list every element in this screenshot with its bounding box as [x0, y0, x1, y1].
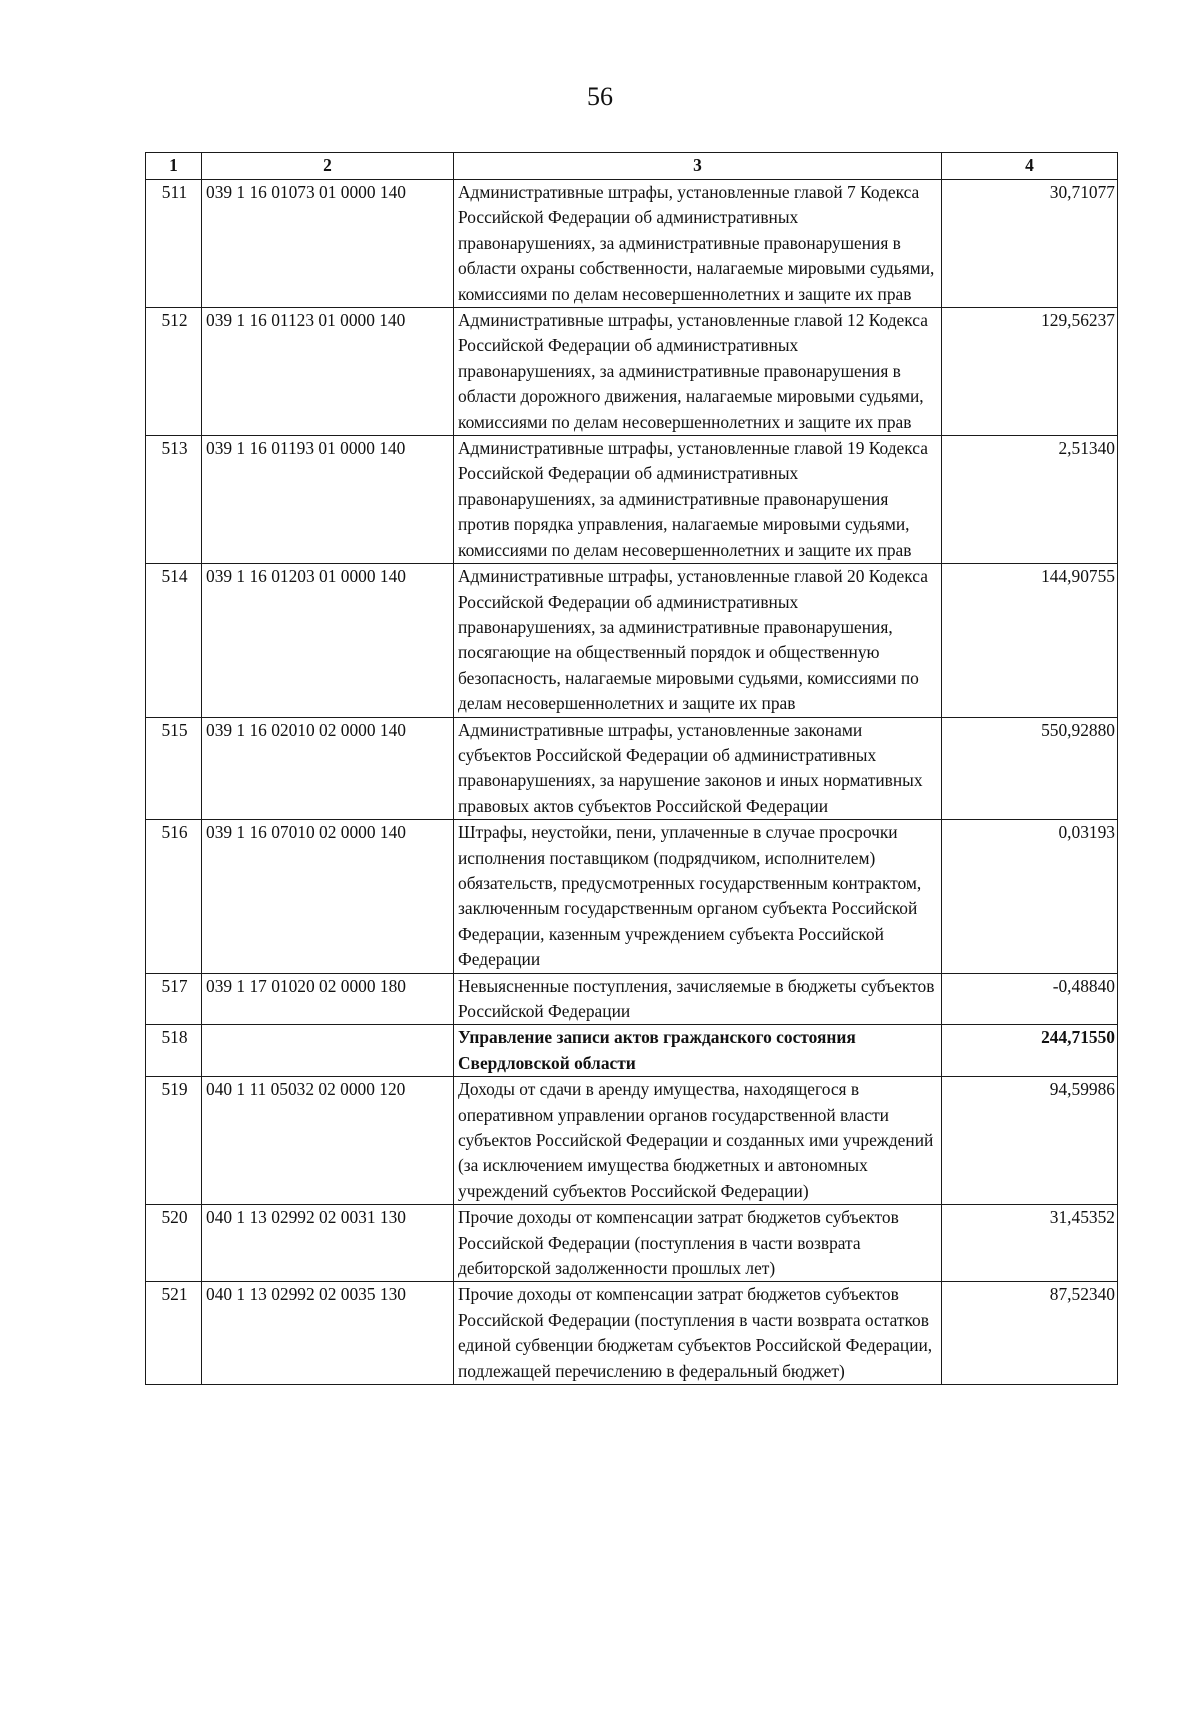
table-row — [146, 564, 1118, 717]
amount-cell: 144,90755 — [942, 564, 1118, 717]
amount-cell: 2,51340 — [942, 436, 1118, 564]
budget-code-cell: 039 1 16 01073 01 0000 140 — [202, 180, 454, 308]
amount-cell: 94,59986 — [942, 1077, 1118, 1205]
budget-code-cell: 040 1 13 02992 02 0035 130 — [202, 1282, 454, 1385]
table-row — [146, 436, 1118, 564]
budget-code-cell: 039 1 16 02010 02 0000 140 — [202, 717, 454, 820]
table-row — [146, 1282, 1118, 1385]
budget-code-cell: 039 1 17 01020 02 0000 180 — [202, 973, 454, 1025]
amount-cell: 129,56237 — [942, 308, 1118, 436]
table-row — [146, 820, 1118, 973]
column-header-2: 2 — [202, 153, 454, 180]
table-row — [146, 717, 1118, 820]
amount-cell: 244,71550 — [942, 1025, 1118, 1077]
amount-cell: 31,45352 — [942, 1205, 1118, 1282]
table-row — [146, 308, 1118, 436]
table-header-row — [146, 153, 1118, 180]
page-number: 56 — [587, 82, 613, 111]
description-cell: Управление записи актов гражданского состояния Свердловской области — [454, 1025, 942, 1077]
row-number-cell: 520 — [146, 1205, 202, 1282]
table-row — [146, 1077, 1118, 1205]
budget-code-cell: 040 1 11 05032 02 0000 120 — [202, 1077, 454, 1205]
description-cell: Прочие доходы от компенсации затрат бюджетов субъектов Российской Федерации (поступления в части возврата дебиторской задолженности прошлых лет) — [454, 1205, 942, 1282]
row-number-cell: 513 — [146, 436, 202, 564]
amount-cell: 550,92880 — [942, 717, 1118, 820]
column-header-4: 4 — [942, 153, 1118, 180]
description-cell: Невыясненные поступления, зачисляемые в бюджеты субъектов Российской Федерации — [454, 973, 942, 1025]
budget-code-cell — [202, 1025, 454, 1077]
row-number-cell: 516 — [146, 820, 202, 973]
row-number-cell: 517 — [146, 973, 202, 1025]
amount-cell: 87,52340 — [942, 1282, 1118, 1385]
description-cell: Доходы от сдачи в аренду имущества, находящегося в оперативном управлении органов государственной власти субъектов Российской Федерации и созданных ими учреждений (за исключением имущества бюджетных и автономных учреждений субъектов Российской Федерации) — [454, 1077, 942, 1205]
description-cell: Административные штрафы, установленные главой 20 Кодекса Российской Федерации об административных правонарушениях, за административные правонарушения, посягающие на общественный порядок и общественную безопасность, налагаемые мировыми судьями, комиссиями по делам несовершеннолетних и защите их прав — [454, 564, 942, 717]
row-number-cell: 514 — [146, 564, 202, 717]
row-number-cell: 519 — [146, 1077, 202, 1205]
amount-cell: 0,03193 — [942, 820, 1118, 973]
row-number-cell: 518 — [146, 1025, 202, 1077]
row-number-cell: 511 — [146, 180, 202, 308]
budget-code-cell: 040 1 13 02992 02 0031 130 — [202, 1205, 454, 1282]
row-number-cell: 515 — [146, 717, 202, 820]
description-cell: Административные штрафы, установленные главой 7 Кодекса Российской Федерации об административных правонарушениях, за административные правонарушения в области охраны собственности, налагаемые мировыми судьями, комиссиями по делам несовершеннолетних и защите их прав — [454, 180, 942, 308]
description-cell: Административные штрафы, установленные главой 12 Кодекса Российской Федерации об административных правонарушениях, за административные правонарушения в области дорожного движения, налагаемые мировыми судьями, комиссиями по делам несовершеннолетних и защите их прав — [454, 308, 942, 436]
description-cell: Административные штрафы, установленные законами субъектов Российской Федерации об административных правонарушениях, за нарушение законов и иных нормативных правовых актов субъектов Российской Федерации — [454, 717, 942, 820]
budget-code-cell: 039 1 16 01193 01 0000 140 — [202, 436, 454, 564]
amount-cell: 30,71077 — [942, 180, 1118, 308]
budget-code-cell: 039 1 16 01203 01 0000 140 — [202, 564, 454, 717]
table-row — [146, 1205, 1118, 1282]
table-row — [146, 180, 1118, 308]
row-number-cell: 521 — [146, 1282, 202, 1385]
column-header-3: 3 — [454, 153, 942, 180]
table-row — [146, 973, 1118, 1025]
column-header-1: 1 — [146, 153, 202, 180]
table-row — [146, 1025, 1118, 1077]
amount-cell: -0,48840 — [942, 973, 1118, 1025]
budget-revenue-table — [145, 152, 1118, 1385]
budget-code-cell: 039 1 16 01123 01 0000 140 — [202, 308, 454, 436]
description-cell: Штрафы, неустойки, пени, уплаченные в случае просрочки исполнения поставщиком (подрядчиком, исполнителем) обязательств, предусмотренных государственным контрактом, заключенным государственным органом субъекта Российской Федерации, казенным учреждением субъекта Российской Федерации — [454, 820, 942, 973]
description-cell: Административные штрафы, установленные главой 19 Кодекса Российской Федерации об административных правонарушениях, за административные правонарушения против порядка управления, налагаемые мировыми судьями, комиссиями по делам несовершеннолетних и защите их прав — [454, 436, 942, 564]
budget-code-cell: 039 1 16 07010 02 0000 140 — [202, 820, 454, 973]
description-cell: Прочие доходы от компенсации затрат бюджетов субъектов Российской Федерации (поступления в части возврата остатков единой субвенции бюджетам субъектов Российской Федерации, подлежащей перечислению в федеральный бюджет) — [454, 1282, 942, 1385]
row-number-cell: 512 — [146, 308, 202, 436]
